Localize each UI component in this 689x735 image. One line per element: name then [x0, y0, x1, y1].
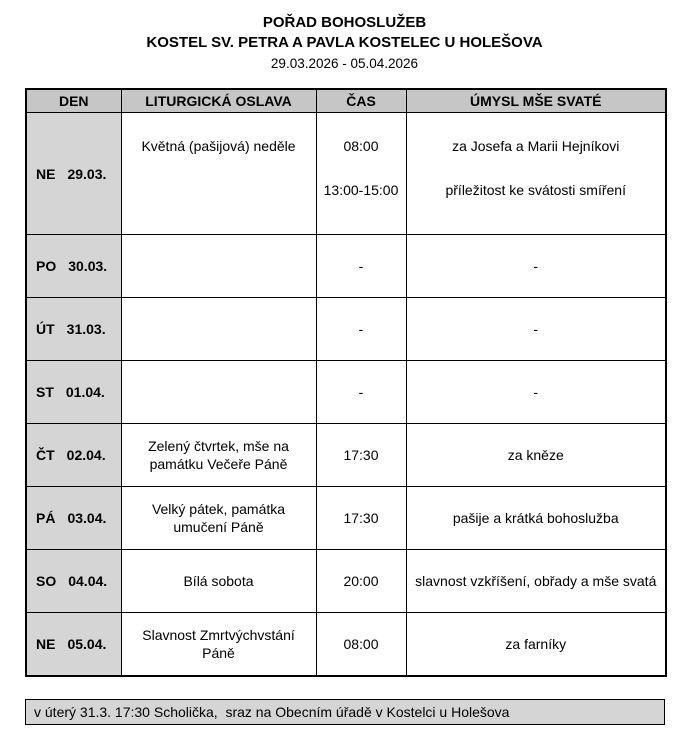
time-cell: [316, 424, 406, 487]
celebration-cell: [121, 361, 316, 424]
time-cell: [316, 487, 406, 550]
table-header-row: [26, 89, 666, 113]
time-cell: [316, 235, 406, 298]
celebration-cell-line: Slavnost Zmrtvýchvstání Páně: [142, 626, 295, 661]
intention-cell: [406, 298, 666, 361]
time-cell-line: 13:00-15:00: [323, 182, 399, 198]
time-cell: [316, 298, 406, 361]
date-range: 29.03.2026 - 05.04.2026: [270, 56, 419, 71]
intention-cell: [406, 235, 666, 298]
time-cell: [316, 113, 406, 235]
intention-cell-line: -: [533, 258, 539, 274]
intention-cell-line: za farníky: [505, 635, 567, 652]
intention-cell: [406, 613, 666, 676]
day-date: 29.03.: [67, 165, 107, 182]
day-cell: [26, 298, 121, 361]
day-abbr: ST: [36, 384, 54, 400]
celebration-cell: [121, 113, 316, 235]
column-header-cas: ČAS: [316, 89, 406, 113]
day-abbr: PO: [36, 258, 57, 274]
day-abbr: NE: [36, 635, 56, 652]
day-date: 04.04.: [68, 573, 108, 589]
day-abbr: SO: [36, 573, 57, 589]
day-abbr: ČT: [36, 447, 55, 463]
day-cell: [26, 235, 121, 298]
table-row: [26, 298, 666, 361]
column-header-umysl-mse-svate: ÚMYSL MŠE SVATÉ: [406, 89, 666, 113]
time-cell: [316, 361, 406, 424]
intention-cell: [406, 113, 666, 235]
intention-cell: [406, 424, 666, 487]
time-cell-line: 20:00: [343, 573, 379, 589]
table-row: [26, 113, 666, 235]
table-row: [26, 424, 666, 487]
celebration-cell-line: Velký pátek, památka umučení Páně: [151, 501, 286, 535]
day-date: 01.04.: [65, 384, 105, 400]
day-cell: [26, 550, 121, 613]
intention-cell-line: za kněze: [507, 447, 564, 463]
time-cell-line: -: [358, 321, 364, 337]
time-cell-line: 17:30: [343, 447, 379, 463]
day-cell: [26, 113, 121, 235]
day-date: 30.03.: [68, 258, 108, 274]
day-date: 05.04.: [67, 635, 107, 652]
column-header-liturgicka-oslava: LITURGICKÁ OSLAVA: [121, 89, 316, 113]
celebration-cell-line: Bílá sobota: [183, 573, 254, 589]
column-header-den: DEN: [26, 89, 121, 113]
time-cell-line: 08:00: [343, 138, 379, 154]
day-cell: [26, 424, 121, 487]
table-row: [26, 613, 666, 676]
footer-note: v úterý 31.3. 17:30 Scholička, sraz na Obecním úřadě v Kostelci u Holešova: [25, 699, 665, 725]
intention-cell: [406, 550, 666, 613]
title-block: [0, 13, 689, 73]
intention-cell-line: pašije a krátká bohoslužba: [452, 510, 619, 526]
time-cell-line: -: [358, 384, 364, 400]
celebration-cell: [121, 550, 316, 613]
time-cell-line: 17:30: [343, 510, 379, 526]
time-cell: [316, 613, 406, 676]
schedule-table: [25, 88, 667, 677]
intention-cell-line: -: [533, 384, 539, 400]
intention-cell-line: -: [533, 321, 539, 337]
table-row: [26, 487, 666, 550]
page-subtitle: KOSTEL SV. PETRA A PAVLA KOSTELEC U HOLEŠOVA: [146, 34, 543, 51]
intention-cell-line: příležitost ke svátosti smíření: [445, 182, 626, 198]
table-row: [26, 550, 666, 613]
intention-cell-line: za Josefa a Marii Hejníkovi: [452, 138, 620, 154]
intention-cell-line: slavnost vzkříšení, obřady a mše svatá: [415, 573, 657, 589]
day-cell: [26, 613, 121, 676]
day-date: 03.04.: [67, 510, 107, 526]
intention-cell: [406, 487, 666, 550]
page-title: POŘAD BOHOSLUŽEB: [262, 14, 427, 31]
day-date: 02.04.: [66, 447, 106, 463]
day-cell: [26, 487, 121, 550]
day-abbr: ÚT: [36, 321, 55, 337]
table-row: [26, 235, 666, 298]
day-date: 31.03.: [66, 321, 106, 337]
celebration-cell: [121, 424, 316, 487]
intention-cell: [406, 361, 666, 424]
day-cell: [26, 361, 121, 424]
day-abbr: PÁ: [36, 510, 56, 526]
celebration-cell: [121, 613, 316, 676]
celebration-cell: [121, 298, 316, 361]
time-cell: [316, 550, 406, 613]
time-cell-line: 08:00: [343, 635, 379, 652]
time-cell-line: -: [358, 258, 364, 274]
celebration-cell-line: Květná (pašijová) neděle: [141, 138, 296, 154]
celebration-cell: [121, 235, 316, 298]
celebration-cell: [121, 487, 316, 550]
table-row: [26, 361, 666, 424]
day-abbr: NE: [36, 165, 56, 182]
celebration-cell-line: Zelený čtvrtek, mše na památku Večeře Páně: [148, 438, 289, 472]
